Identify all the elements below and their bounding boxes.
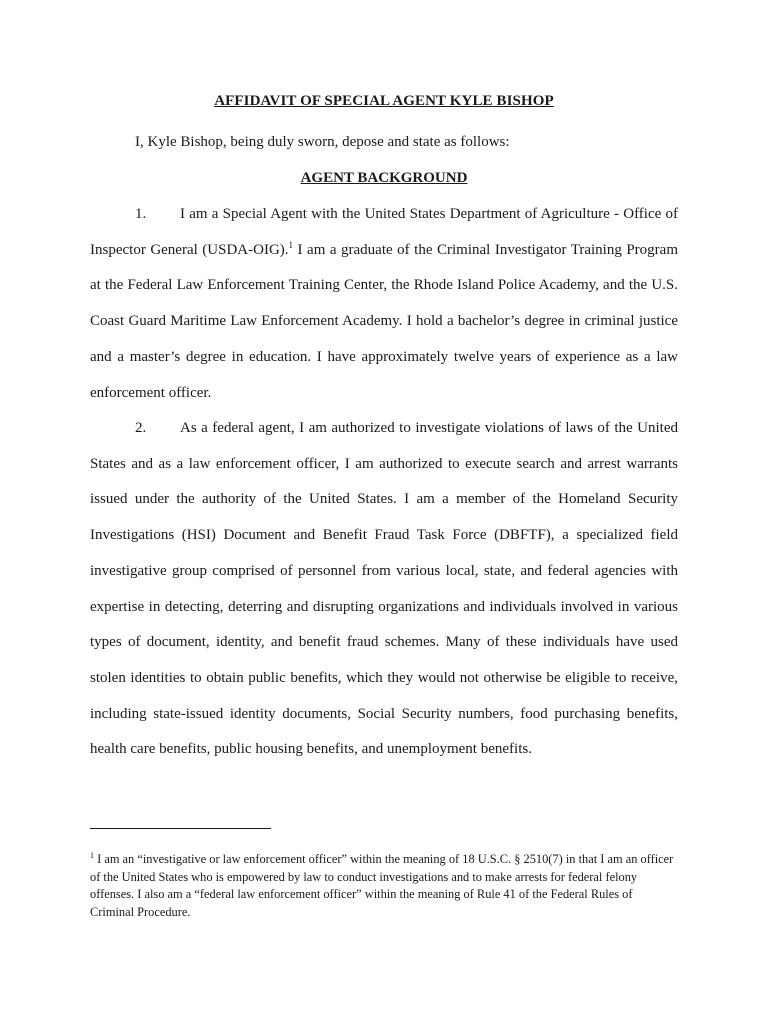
paragraph-text: I am a graduate of the Criminal Investigator Training Program at the Federal Law Enforcement Training Center, the Rhode Island Police Academy, and the U.S. Coast Guard Maritime Law Enforcement Academy. I hold a bachelor’s degree in criminal justice and a master’s degree in education. I have approximately twelve years of experience as a law enforcement officer. — [90, 241, 679, 401]
footnote-text: I am an “investigative or law enforcement officer” within the meaning of 18 U.S.C. § 2510(7) in that I am an officer of the United States who is empowered by law to conduct investigations and to make arrests for federal felony offenses. I also am a “federal law enforcement officer” within the meaning of Rule 41 of the Federal Rules of Criminal Procedure. — [90, 852, 674, 919]
paragraph-1 — [90, 197, 678, 411]
paragraph-text: I am a Special Agent with the United States Department of Agriculture - Office of Inspector General (USDA-OIG). — [90, 206, 678, 258]
footnote-divider — [90, 828, 271, 829]
paragraph-text: As a federal agent, I am authorized to investigate violations of laws of the United States and as a law enforcement officer, I am authorized to execute search and arrest warrants issued under the authority of the United States. I am a member of the Homeland Security Investigations (HSI) Document and Benefit Fraud Task Force (DBFTF), a specialized field investigative group comprised of personnel from various local, state, and federal agencies with expertise in detecting, deterring and disrupting organizations and individuals involved in various types of document, identity, and benefit fraud schemes. Many of these individuals have used stolen identities to obtain public benefits, which they would not otherwise be eligible to receive, including state-issued identity documents, Social Security numbers, food purchasing benefits, health care benefits, public housing benefits, and unemployment benefits. — [90, 420, 678, 758]
paragraph-number: 2. — [135, 420, 147, 436]
section-heading-agent-background: AGENT BACKGROUND — [300, 170, 468, 186]
document-title: AFFIDAVIT OF SPECIAL AGENT KYLE BISHOP — [214, 93, 554, 109]
footnote-mark: 1 — [90, 850, 94, 860]
footnote — [90, 851, 678, 921]
footnote-reference: 1 — [288, 239, 294, 250]
intro-statement: I, Kyle Bishop, being duly sworn, depose and state as follows: — [135, 134, 510, 150]
paragraph-number: 1. — [135, 206, 147, 222]
document-page — [90, 0, 678, 1024]
paragraph-2 — [90, 411, 678, 768]
